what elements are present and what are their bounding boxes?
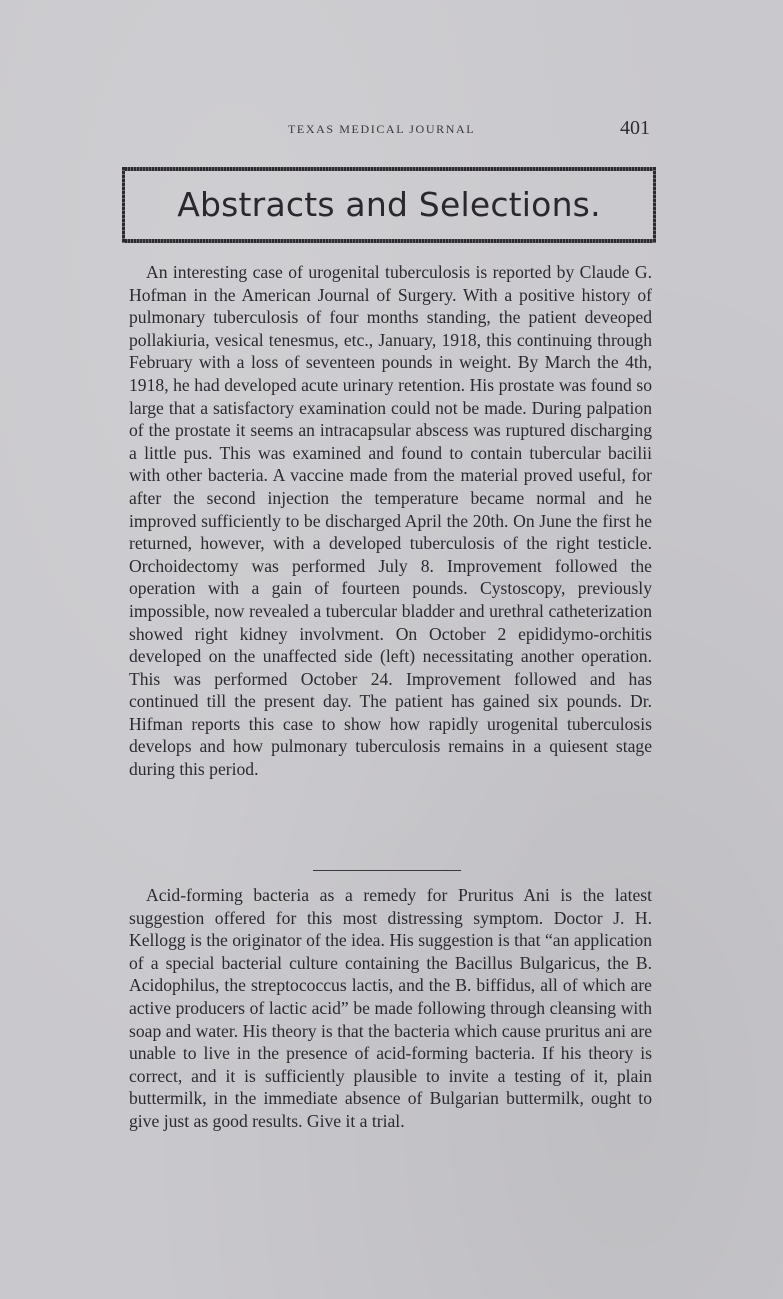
section-title-box [122,167,656,243]
article-urogenital-tuberculosis [129,261,652,781]
title-box-bottom-rule [122,239,656,243]
article-pruritus-ani [129,884,652,1133]
title-box-top-rule [122,167,656,171]
article-separator [313,870,461,871]
article-paragraph: Acid-forming bacteria as a remedy for Pruritus Ani is the latest suggestion offered for this most distressing symptom. Doctor J. H. Kellogg is the originator of the idea. His suggestion is that “an application of a special bacterial culture containing the Bacillus Bulgaricus, the B. Acidophilus, the streptococcus lactis, and the B. biffidus, all of which are active producers of lactic acid” be made following through cleansing with soap and water. His theory is that the bacteria which cause pruritus ani are unable to live in the presence of acid-forming bacteria. If his theory is correct, and it is sufficiently plausible to invite a testing of it, plain buttermilk, in the immediate absence of Bulgarian buttermilk, ought to give just as good results. Give it a trial. [129,885,652,1131]
article-paragraph: An interesting case of urogenital tuberculosis is reported by Claude G. Hofman in the American Journal of Surgery. With a positive history of pulmonary tuberculosis of four months standing, the patient deveoped pollakiuria, vesical tenesmus, etc., January, 1918, this continuing through February with a loss of seventeen pounds in weight. By March the 4th, 1918, he had developed acute urinary retention. His prostate was found so large that a satisfactory examination could not be made. During palpation of the prostate it seems an intracapsular abscess was ruptured discharging a little pus. This was examined and found to contain tubercular bacilii with other bacteria. A vaccine made from the material proved useful, for after the second injection the temperature became normal and he improved sufficiently to be discharged April the 20th. On June the first he returned, however, with a developed tuberculosis of the right testicle. Orchoidectomy was performed July 8. Improvement followed the operation with a gain of fourteen pounds. Cystoscopy, previously impossible, now revealed a tubercular bladder and urethral catheterization showed right kidney involvment. On October 2 epididymo-orchitis developed on the unaffected side (left) necessitating another operation. This was performed October 24. Improvement followed and has continued till the present day. The patient has gained six pounds. Dr. Hifman reports this case to show how rapidly urogenital tuberculosis develops and how pulmonary tuberculosis remains in a quiesent stage during this period. [129,262,652,780]
page-number: 401 [620,117,650,139]
section-title: Abstracts and Selections. [177,185,601,224]
running-head: TEXAS MEDICAL JOURNAL [288,122,476,136]
